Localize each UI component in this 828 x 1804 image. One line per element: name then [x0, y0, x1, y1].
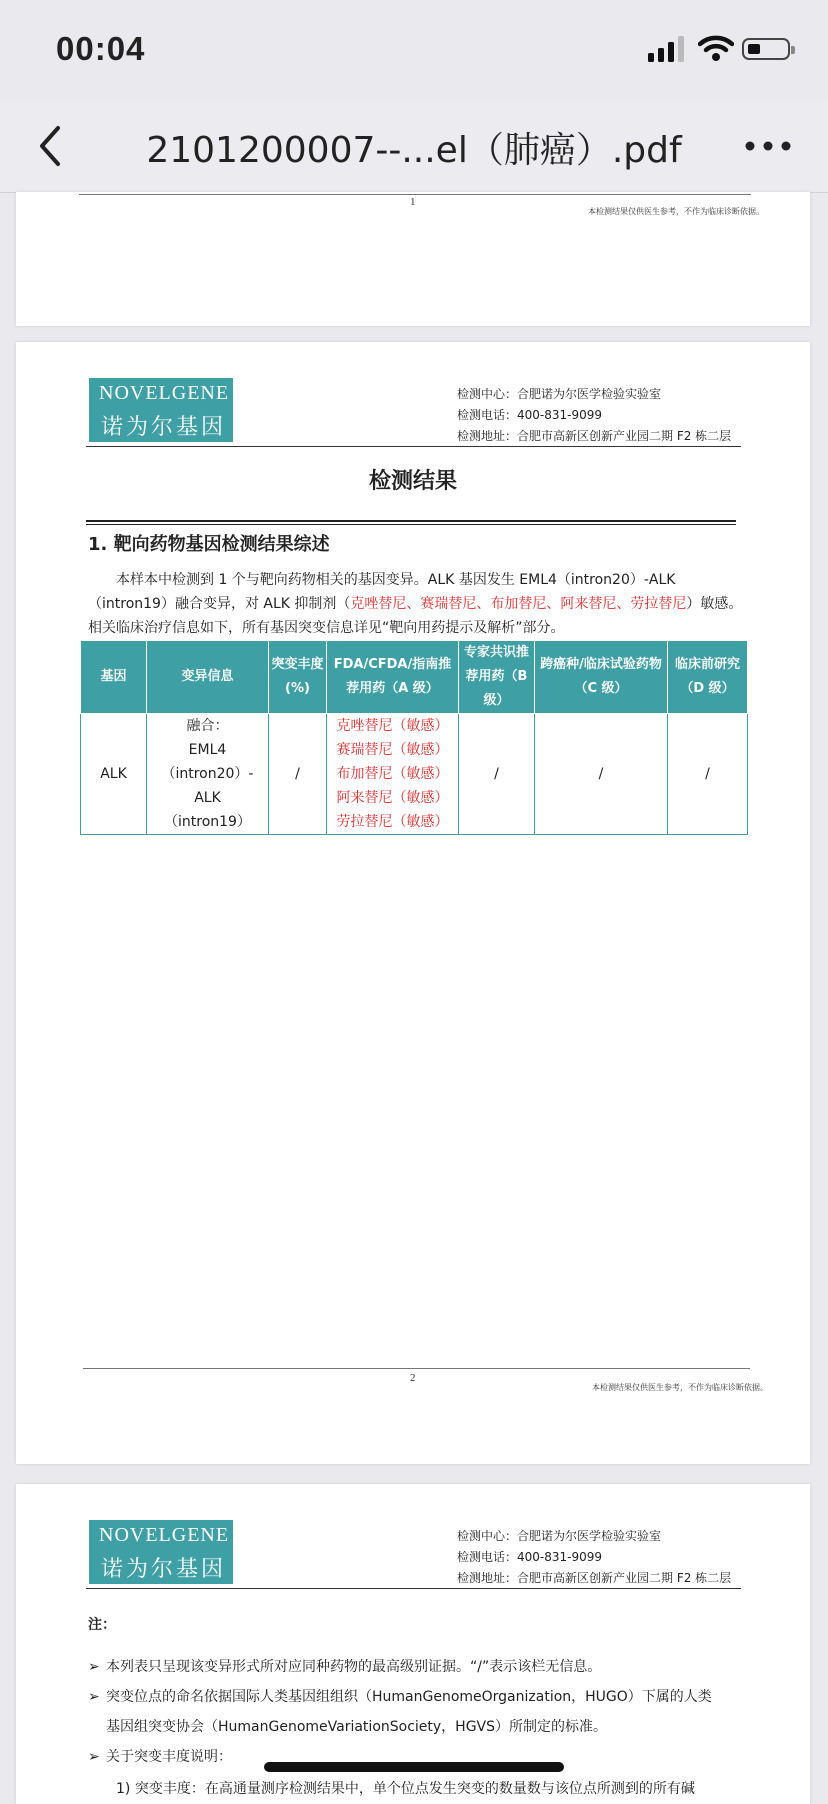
- note-text: 关于突变丰度说明：: [106, 1749, 232, 1765]
- footer-rule: [83, 1368, 750, 1369]
- col-header-gene: 基因: [81, 641, 147, 714]
- back-chevron-icon[interactable]: [30, 122, 74, 170]
- para-line-2-post: ）敏感。: [686, 596, 743, 612]
- document-title: 2101200007--...el（肺癌）.pdf: [146, 130, 682, 171]
- logo-english: NOVELGENE: [99, 382, 230, 404]
- logo-chinese: 诺为尔基因: [101, 415, 227, 440]
- status-time: 00:04: [56, 30, 146, 67]
- para-line-2: [88, 592, 758, 616]
- drug-list: 克唑替尼、赛瑞替尼、布加替尼、阿来替尼、劳拉替尼: [350, 596, 687, 612]
- pdf-page-2[interactable]: [16, 342, 810, 1464]
- lab-phone: 检测电话：400-831-9099: [457, 1550, 603, 1564]
- footer-rule: [79, 194, 751, 195]
- logo-english: NOVELGENE: [99, 1524, 230, 1546]
- pdf-page-1[interactable]: [16, 192, 810, 326]
- drug-item: 布加替尼（敏感）: [336, 766, 449, 782]
- variant-line: ALK: [194, 790, 221, 806]
- wifi-icon: [698, 34, 734, 62]
- lab-center: 检测中心：合肥诺为尔医学检验实验室: [457, 387, 662, 401]
- home-indicator[interactable]: [264, 1762, 564, 1772]
- cell-abundance: /: [269, 714, 327, 835]
- results-title: 检测结果: [368, 469, 457, 494]
- note-subitem: [88, 1774, 796, 1804]
- note-text: 基因组突变协会（HumanGenomeVariationSociety，HGVS）所制定的标准。: [106, 1719, 608, 1735]
- drug-item: 劳拉替尼（敏感）: [336, 814, 449, 830]
- cell-level-d: /: [668, 714, 748, 835]
- lab-address: 检测地址：合肥市高新区创新产业园二期 F2 栋二层: [457, 1571, 732, 1585]
- more-options-icon[interactable]: [740, 122, 796, 170]
- section-title: 1. 靶向药物基因检测结果综述: [88, 534, 330, 555]
- para-line-1: 本样本中检测到 1 个与靶向药物相关的基因变异。ALK 基因发生 EML4（intron20）-ALK: [116, 572, 676, 588]
- nav-bar: [0, 100, 828, 193]
- para-line-2-pre: （intron19）融合变异，对 ALK 抑制剂（: [88, 596, 351, 612]
- battery-icon: [742, 38, 790, 60]
- novelgene-logo: [89, 378, 233, 442]
- lab-contact-info: [457, 1526, 731, 1589]
- cell-gene: ALK: [81, 714, 147, 835]
- col-header-level-c: 跨癌种/临床试验药物（C 级）: [535, 641, 668, 714]
- col-header-level-a: FDA/CFDA/指南推荐用药（A 级）: [327, 641, 459, 714]
- drug-item: 克唑替尼（敏感）: [336, 718, 449, 734]
- cell-variant: [147, 714, 269, 835]
- cellular-signal-icon: [648, 36, 686, 62]
- pdf-page-3[interactable]: [16, 1484, 810, 1804]
- variant-line: EML4: [188, 742, 227, 758]
- note-text: 1) 突变丰度：在高通量测序检测结果中，单个位点发生突变的数量数与该位点所测到的所有碱: [116, 1781, 695, 1797]
- header-rule: [86, 446, 741, 447]
- drug-item: 阿来替尼（敏感）: [336, 790, 449, 806]
- footer-disclaimer: 本检测结果仅供医生参考，不作为临床诊断依据。: [588, 207, 764, 216]
- lab-address: 检测地址：合肥市高新区创新产业园二期 F2 栋二层: [457, 429, 732, 443]
- cell-level-c: /: [535, 714, 668, 835]
- note-item: ➢ 关于突变丰度说明：: [88, 1749, 232, 1765]
- lab-center: 检测中心：合肥诺为尔医学检验实验室: [457, 1529, 662, 1543]
- variant-line: （intron19）: [164, 814, 251, 830]
- table-header-row: [81, 641, 748, 714]
- col-header-level-b: 专家共识推荐用药（B 级）: [459, 641, 535, 714]
- status-bar: [0, 0, 828, 100]
- title-rule: [86, 520, 736, 522]
- note-text: 本列表只呈现该变异形式所对应同种药物的最高级别证据。“/”表示该栏无信息。: [106, 1659, 602, 1675]
- col-header-level-d: 临床前研究（D 级）: [668, 641, 748, 714]
- results-table: [80, 640, 748, 835]
- cell-level-b: /: [459, 714, 535, 835]
- para-line-3: 相关临床治疗信息如下，所有基因突变信息详见“靶向用药提示及解析”部分。: [88, 620, 565, 636]
- drug-item: 赛瑞替尼（敏感）: [336, 742, 449, 758]
- note-item: ➢ 突变位点的命名依据国际人类基因组组织（HumanGenomeOrganization，HUGO）下属的人类: [88, 1689, 712, 1705]
- note-text: 突变位点的命名依据国际人类基因组组织（HumanGenomeOrganization，HUGO）下属的人类: [106, 1689, 712, 1705]
- variant-line: （intron20）-: [161, 766, 254, 782]
- novelgene-logo: [89, 1520, 233, 1584]
- cell-level-a: [327, 714, 459, 835]
- logo-chinese: 诺为尔基因: [101, 1557, 227, 1582]
- note-heading: 注：: [88, 1617, 116, 1633]
- footer-disclaimer: 本检测结果仅供医生参考，不作为临床诊断依据。: [592, 1383, 768, 1392]
- variant-line: 融合：: [186, 718, 229, 734]
- summary-paragraph: [88, 568, 758, 640]
- page-number: 2: [410, 1372, 416, 1384]
- title-rule-thin: [86, 524, 736, 525]
- note-item-continued: [88, 1712, 786, 1742]
- col-header-variant: 变异信息: [147, 641, 269, 714]
- page-number: 1: [410, 196, 416, 208]
- note-item: ➢ 本列表只呈现该变异形式所对应同种药物的最高级别证据。“/”表示该栏无信息。: [88, 1659, 602, 1675]
- table-row: [81, 714, 748, 835]
- lab-phone: 检测电话：400-831-9099: [457, 408, 603, 422]
- lab-contact-info: [457, 384, 731, 447]
- header-rule: [86, 1588, 741, 1589]
- col-header-abundance: 突变丰度(%): [269, 641, 327, 714]
